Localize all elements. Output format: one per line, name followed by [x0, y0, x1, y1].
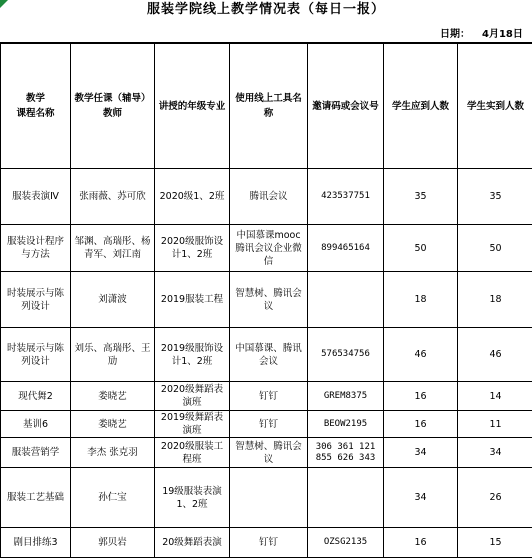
header-teacher-label: 教学任课（辅导）教师 — [74, 93, 150, 119]
cell-tool[interactable]: 钉钉 — [230, 528, 308, 558]
cell-expected[interactable]: 16 — [384, 528, 458, 558]
date-value: 4月18日 — [482, 25, 523, 40]
header-grade[interactable] — [155, 44, 230, 169]
cell-actual[interactable]: 14 — [458, 382, 532, 411]
header-teacher[interactable] — [71, 44, 155, 169]
cell-course[interactable]: 时装展示与陈列设计 — [1, 272, 71, 328]
cell-teacher[interactable]: 李杰 张克羽 — [71, 438, 155, 468]
cell-code[interactable]: BEOW2195 — [308, 411, 384, 438]
table-row — [1, 382, 532, 411]
cell-actual[interactable]: 35 — [458, 169, 532, 225]
cell-course[interactable]: 现代舞2 — [1, 382, 71, 411]
cell-expected[interactable]: 34 — [384, 468, 458, 528]
table-row — [1, 272, 532, 328]
cell-expected[interactable]: 16 — [384, 382, 458, 411]
cell-teacher[interactable]: 娄晓艺 — [71, 411, 155, 438]
cell-actual[interactable]: 26 — [458, 468, 532, 528]
cell-actual[interactable]: 15 — [458, 528, 532, 558]
cell-tool[interactable]: 智慧树、腾讯会议 — [230, 272, 308, 328]
cell-code[interactable]: 423537751 — [308, 169, 384, 225]
cell-tool[interactable]: 腾讯会议 — [230, 169, 308, 225]
cell-code[interactable] — [308, 468, 384, 528]
cell-expected[interactable]: 50 — [384, 225, 458, 272]
date-label: 日期： — [440, 25, 470, 40]
cell-course[interactable]: 剧目排练3 — [1, 528, 71, 558]
cell-code[interactable]: GREM8375 — [308, 382, 384, 411]
cell-code[interactable]: OZSG2135 — [308, 528, 384, 558]
header-course-label: 教学 课程名称 — [16, 93, 54, 119]
cell-course[interactable]: 时装展示与陈列设计 — [1, 328, 71, 382]
cell-expected[interactable]: 46 — [384, 328, 458, 382]
date-row — [0, 22, 532, 43]
table-row — [1, 528, 532, 558]
cell-grade[interactable]: 2020级舞蹈表演班 — [155, 382, 230, 411]
cell-teacher[interactable]: 孙仁宝 — [71, 468, 155, 528]
cell-tool[interactable]: 智慧树、腾讯会议 — [230, 438, 308, 468]
header-grade-label: 讲授的年级专业 — [159, 101, 226, 112]
cell-teacher[interactable]: 邹渊、高瑞彤、杨青军、刘江南 — [71, 225, 155, 272]
cell-grade[interactable]: 2019级服饰设计1、2班 — [155, 328, 230, 382]
cell-tool[interactable]: 中国慕课mooc腾讯会议企业微信 — [230, 225, 308, 272]
cell-teacher[interactable]: 刘潇波 — [71, 272, 155, 328]
cell-grade[interactable]: 2020级1、2班 — [155, 169, 230, 225]
cell-grade[interactable]: 19级服装表演1、2班 — [155, 468, 230, 528]
cell-teacher[interactable]: 张雨薇、苏可欣 — [71, 169, 155, 225]
cell-teacher[interactable]: 娄晓艺 — [71, 382, 155, 411]
cell-grade[interactable]: 20级舞蹈表演 — [155, 528, 230, 558]
cell-expected[interactable]: 16 — [384, 411, 458, 438]
table-row — [1, 328, 532, 382]
cell-expected[interactable]: 35 — [384, 169, 458, 225]
cell-tool[interactable]: 钉钉 — [230, 411, 308, 438]
cell-code[interactable] — [308, 272, 384, 328]
cell-teacher[interactable]: 郭贝岩 — [71, 528, 155, 558]
cell-actual[interactable]: 18 — [458, 272, 532, 328]
cell-tool[interactable]: 钉钉 — [230, 382, 308, 411]
cell-actual[interactable]: 50 — [458, 225, 532, 272]
teaching-report-table — [0, 43, 532, 558]
table-row — [1, 438, 532, 468]
table-header-row — [1, 44, 532, 169]
cell-code[interactable]: 576534756 — [308, 328, 384, 382]
cell-course[interactable]: 基训6 — [1, 411, 71, 438]
cell-grade[interactable]: 2020级服饰设计1、2班 — [155, 225, 230, 272]
cell-actual[interactable]: 46 — [458, 328, 532, 382]
header-expected-label: 学生应到人数 — [392, 101, 449, 112]
cell-course[interactable]: 服装营销学 — [1, 438, 71, 468]
header-expected[interactable] — [384, 44, 458, 169]
cell-course[interactable]: 服装设计程序与方法 — [1, 225, 71, 272]
cell-code[interactable]: 899465164 — [308, 225, 384, 272]
cell-grade[interactable]: 2020级服装工程班 — [155, 438, 230, 468]
header-course[interactable] — [1, 44, 71, 169]
cell-actual[interactable]: 11 — [458, 411, 532, 438]
cell-course[interactable]: 服装工艺基础 — [1, 468, 71, 528]
cell-expected[interactable]: 34 — [384, 438, 458, 468]
cell-expected[interactable]: 18 — [384, 272, 458, 328]
table-row — [1, 468, 532, 528]
table-row — [1, 411, 532, 438]
header-code[interactable] — [308, 44, 384, 169]
cell-teacher[interactable]: 刘乐、高瑞彤、王劢 — [71, 328, 155, 382]
header-actual[interactable] — [458, 44, 532, 169]
header-actual-label: 学生实到人数 — [467, 101, 524, 112]
cell-course[interactable]: 服装表演Ⅳ — [1, 169, 71, 225]
cell-grade[interactable]: 2019服装工程 — [155, 272, 230, 328]
cell-code[interactable]: 306 361 121 855 626 343 — [308, 438, 384, 468]
table-row — [1, 169, 532, 225]
cell-grade[interactable]: 2019级舞蹈表演班 — [155, 411, 230, 438]
cell-actual[interactable]: 34 — [458, 438, 532, 468]
cell-tool[interactable] — [230, 468, 308, 528]
header-tool-label: 使用线上工具名称 — [235, 93, 302, 119]
header-code-label: 邀请码或会议号 — [312, 101, 379, 112]
cell-tool[interactable]: 中国慕课、腾讯会议 — [230, 328, 308, 382]
table-row — [1, 225, 532, 272]
header-tool[interactable] — [230, 44, 308, 169]
sheet-title: 服装学院线上教学情况表（每日一报） — [0, 0, 532, 20]
